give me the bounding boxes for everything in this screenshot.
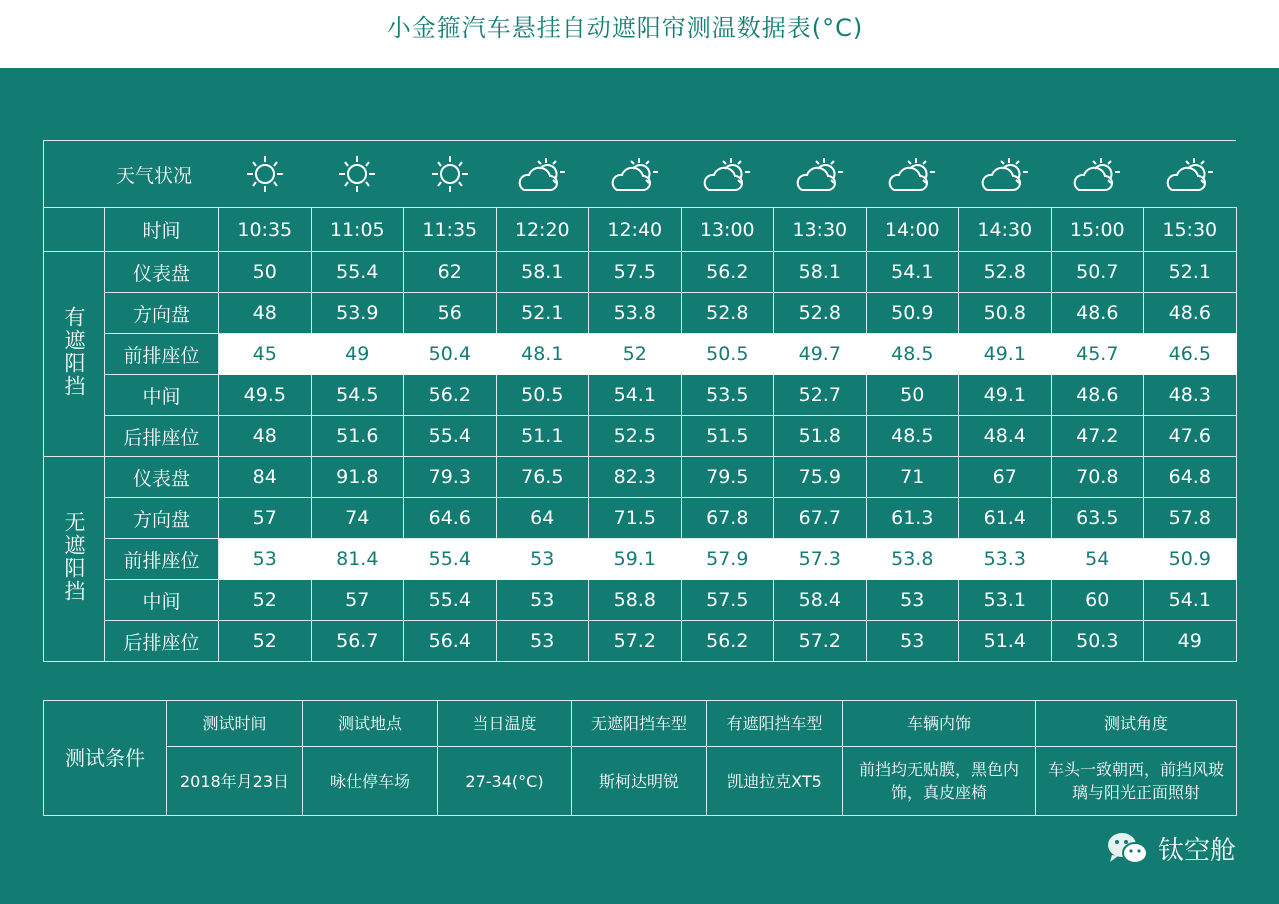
value-cell: 52 <box>219 621 312 662</box>
value-cell: 52.5 <box>589 416 682 457</box>
value-cell: 48 <box>219 416 312 457</box>
value-cell: 52.7 <box>774 375 867 416</box>
value-cell: 47.6 <box>1144 416 1237 457</box>
time-cell: 13:00 <box>681 208 774 252</box>
value-cell: 52.8 <box>774 293 867 334</box>
value-cell: 52.8 <box>681 293 774 334</box>
value-cell: 57 <box>311 580 404 621</box>
value-cell: 70.8 <box>1051 457 1144 498</box>
value-cell: 63.5 <box>1051 498 1144 539</box>
weather-label: 天气状况 <box>44 141 219 208</box>
value-cell: 57.8 <box>1144 498 1237 539</box>
value-cell: 57.5 <box>681 580 774 621</box>
time-cell: 11:35 <box>404 208 497 252</box>
blank-cell <box>44 208 105 252</box>
value-cell: 53 <box>219 539 312 580</box>
value-cell: 76.5 <box>496 457 589 498</box>
value-cell: 53.1 <box>959 580 1052 621</box>
value-cell: 54.1 <box>1144 580 1237 621</box>
temperature-table <box>43 140 1237 662</box>
value-cell: 52 <box>219 580 312 621</box>
value-cell: 53 <box>496 539 589 580</box>
table-row <box>44 293 1237 334</box>
condition-header: 测试时间 <box>167 701 303 747</box>
value-cell: 50.8 <box>959 293 1052 334</box>
value-cell: 52 <box>589 334 682 375</box>
value-cell: 57.2 <box>774 621 867 662</box>
value-cell: 55.4 <box>404 539 497 580</box>
condition-value: 咏仕停车场 <box>303 747 438 816</box>
table-row <box>44 498 1237 539</box>
value-cell: 47.2 <box>1051 416 1144 457</box>
value-cell: 64.8 <box>1144 457 1237 498</box>
value-cell: 74 <box>311 498 404 539</box>
time-cell: 11:05 <box>311 208 404 252</box>
partly-cloudy-icon <box>1051 141 1144 208</box>
value-cell: 49.5 <box>219 375 312 416</box>
value-cell: 54.1 <box>866 252 959 293</box>
sunny-icon <box>311 141 404 208</box>
condition-value: 27-34(°C) <box>438 747 572 816</box>
brand-watermark <box>1106 830 1236 867</box>
value-cell: 49.7 <box>774 334 867 375</box>
value-cell: 57.5 <box>589 252 682 293</box>
value-cell: 48.6 <box>1051 375 1144 416</box>
value-cell: 57.2 <box>589 621 682 662</box>
value-cell: 56.4 <box>404 621 497 662</box>
test-conditions-table <box>43 700 1237 816</box>
time-label: 时间 <box>105 208 219 252</box>
value-cell: 58.4 <box>774 580 867 621</box>
value-cell: 50 <box>219 252 312 293</box>
time-cell: 13:30 <box>774 208 867 252</box>
page-title: 小金箍汽车悬挂自动遮阳帘测温数据表(°C) <box>386 14 864 42</box>
value-cell: 53.8 <box>866 539 959 580</box>
table-row <box>44 539 1237 580</box>
value-cell: 58.8 <box>589 580 682 621</box>
value-cell: 56 <box>404 293 497 334</box>
condition-value: 斯柯达明锐 <box>572 747 707 816</box>
time-cell: 10:35 <box>219 208 312 252</box>
condition-value: 前挡均无贴膜，黑色内饰，真皮座椅 <box>843 747 1036 816</box>
value-cell: 53 <box>496 621 589 662</box>
partly-cloudy-icon <box>1144 141 1237 208</box>
row-label: 仪表盘 <box>105 252 219 293</box>
value-cell: 79.5 <box>681 457 774 498</box>
value-cell: 71 <box>866 457 959 498</box>
value-cell: 62 <box>404 252 497 293</box>
sunny-icon <box>404 141 497 208</box>
value-cell: 50.7 <box>1051 252 1144 293</box>
condition-header: 测试角度 <box>1036 701 1237 747</box>
row-label: 前排座位 <box>105 539 219 580</box>
table-row <box>44 621 1237 662</box>
time-cell: 12:20 <box>496 208 589 252</box>
value-cell: 61.3 <box>866 498 959 539</box>
row-label: 前排座位 <box>105 334 219 375</box>
wechat-icon <box>1106 831 1150 867</box>
condition-header: 车辆内饰 <box>843 701 1036 747</box>
value-cell: 50.9 <box>866 293 959 334</box>
value-cell: 54 <box>1051 539 1144 580</box>
row-label: 中间 <box>105 375 219 416</box>
condition-header: 无遮阳挡车型 <box>572 701 707 747</box>
value-cell: 50.4 <box>404 334 497 375</box>
group-label: 无遮阳挡 <box>44 457 105 662</box>
partly-cloudy-icon <box>866 141 959 208</box>
table-row <box>44 457 1237 498</box>
value-cell: 71.5 <box>589 498 682 539</box>
group-label: 有遮阳挡 <box>44 252 105 457</box>
value-cell: 51.4 <box>959 621 1052 662</box>
partly-cloudy-icon <box>959 141 1052 208</box>
value-cell: 54.5 <box>311 375 404 416</box>
value-cell: 49.1 <box>959 375 1052 416</box>
partly-cloudy-icon <box>589 141 682 208</box>
condition-value: 凯迪拉克XT5 <box>707 747 843 816</box>
partly-cloudy-icon <box>681 141 774 208</box>
value-cell: 45 <box>219 334 312 375</box>
partly-cloudy-icon <box>774 141 867 208</box>
value-cell: 51.8 <box>774 416 867 457</box>
value-cell: 49 <box>311 334 404 375</box>
row-label: 中间 <box>105 580 219 621</box>
value-cell: 67.8 <box>681 498 774 539</box>
condition-header: 测试地点 <box>303 701 438 747</box>
table-row <box>44 375 1237 416</box>
value-cell: 50 <box>866 375 959 416</box>
value-cell: 55.4 <box>311 252 404 293</box>
value-cell: 48.5 <box>866 416 959 457</box>
time-cell: 14:00 <box>866 208 959 252</box>
condition-header: 当日温度 <box>438 701 572 747</box>
brand-name: 钛空舱 <box>1157 836 1236 866</box>
value-cell: 52.8 <box>959 252 1052 293</box>
value-cell: 48.4 <box>959 416 1052 457</box>
value-cell: 53 <box>866 621 959 662</box>
value-cell: 60 <box>1051 580 1144 621</box>
value-cell: 55.4 <box>404 416 497 457</box>
row-label: 后排座位 <box>105 621 219 662</box>
value-cell: 52.1 <box>1144 252 1237 293</box>
conditions-label: 测试条件 <box>44 701 167 816</box>
value-cell: 67.7 <box>774 498 867 539</box>
value-cell: 91.8 <box>311 457 404 498</box>
sunny-icon <box>219 141 312 208</box>
value-cell: 79.3 <box>404 457 497 498</box>
value-cell: 48.5 <box>866 334 959 375</box>
value-cell: 55.4 <box>404 580 497 621</box>
value-cell: 48.6 <box>1144 293 1237 334</box>
value-cell: 56.7 <box>311 621 404 662</box>
value-cell: 51.5 <box>681 416 774 457</box>
value-cell: 48 <box>219 293 312 334</box>
value-cell: 48.3 <box>1144 375 1237 416</box>
value-cell: 51.1 <box>496 416 589 457</box>
value-cell: 48.6 <box>1051 293 1144 334</box>
value-cell: 53.5 <box>681 375 774 416</box>
value-cell: 64 <box>496 498 589 539</box>
value-cell: 45.7 <box>1051 334 1144 375</box>
value-cell: 56.2 <box>404 375 497 416</box>
table-row <box>44 416 1237 457</box>
value-cell: 49 <box>1144 621 1237 662</box>
value-cell: 52.1 <box>496 293 589 334</box>
value-cell: 67 <box>959 457 1052 498</box>
value-cell: 58.1 <box>774 252 867 293</box>
value-cell: 61.4 <box>959 498 1052 539</box>
value-cell: 56.2 <box>681 252 774 293</box>
value-cell: 57.3 <box>774 539 867 580</box>
value-cell: 75.9 <box>774 457 867 498</box>
condition-value: 2018年月23日 <box>167 747 303 816</box>
value-cell: 54.1 <box>589 375 682 416</box>
value-cell: 50.5 <box>496 375 589 416</box>
value-cell: 81.4 <box>311 539 404 580</box>
row-label: 方向盘 <box>105 498 219 539</box>
value-cell: 51.6 <box>311 416 404 457</box>
value-cell: 50.3 <box>1051 621 1144 662</box>
value-cell: 53.9 <box>311 293 404 334</box>
value-cell: 59.1 <box>589 539 682 580</box>
value-cell: 53.8 <box>589 293 682 334</box>
row-label: 仪表盘 <box>105 457 219 498</box>
table-row <box>44 580 1237 621</box>
time-cell: 14:30 <box>959 208 1052 252</box>
value-cell: 56.2 <box>681 621 774 662</box>
condition-value: 车头一致朝西，前挡风玻璃与阳光正面照射 <box>1036 747 1237 816</box>
time-cell: 15:00 <box>1051 208 1144 252</box>
value-cell: 49.1 <box>959 334 1052 375</box>
value-cell: 84 <box>219 457 312 498</box>
value-cell: 53.3 <box>959 539 1052 580</box>
row-label: 方向盘 <box>105 293 219 334</box>
table-row <box>44 334 1237 375</box>
row-label: 后排座位 <box>105 416 219 457</box>
value-cell: 57 <box>219 498 312 539</box>
time-cell: 15:30 <box>1144 208 1237 252</box>
value-cell: 46.5 <box>1144 334 1237 375</box>
partly-cloudy-icon <box>496 141 589 208</box>
value-cell: 50.9 <box>1144 539 1237 580</box>
value-cell: 53 <box>866 580 959 621</box>
value-cell: 50.5 <box>681 334 774 375</box>
time-cell: 12:40 <box>589 208 682 252</box>
value-cell: 58.1 <box>496 252 589 293</box>
value-cell: 64.6 <box>404 498 497 539</box>
value-cell: 48.1 <box>496 334 589 375</box>
value-cell: 82.3 <box>589 457 682 498</box>
condition-header: 有遮阳挡车型 <box>707 701 843 747</box>
value-cell: 57.9 <box>681 539 774 580</box>
table-row <box>44 252 1237 293</box>
value-cell: 53 <box>496 580 589 621</box>
